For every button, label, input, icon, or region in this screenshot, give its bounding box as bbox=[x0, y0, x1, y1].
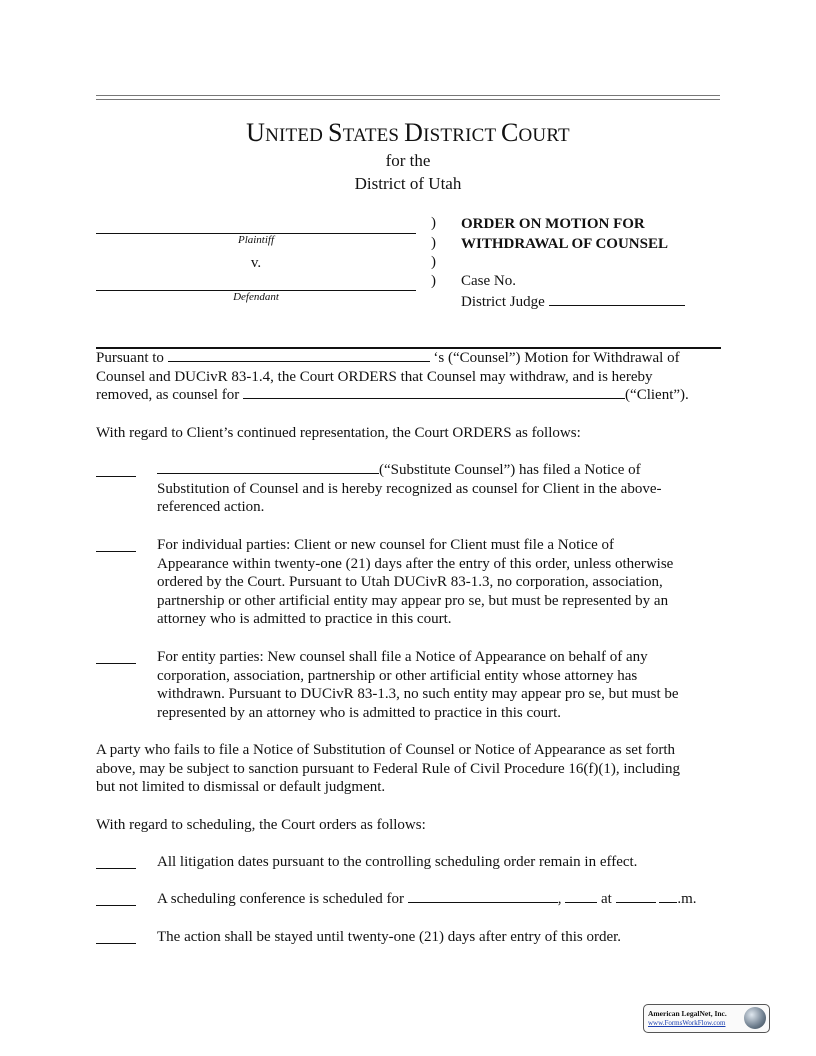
comma: , bbox=[557, 891, 562, 907]
option-individual-line: ordered by the Court. Pursuant to Utah DUCivR 83-1.3, no corporation, association, bbox=[157, 574, 663, 591]
option-individual-checkbox[interactable] bbox=[96, 537, 136, 552]
sched-remain: All litigation dates pursuant to the controlling scheduling order remain in effect. bbox=[157, 854, 638, 870]
sched-conference bbox=[157, 890, 722, 909]
motion-text: ‘s (“Counsel”) Motion for Withdrawal of bbox=[433, 350, 680, 366]
court-title-letter: U bbox=[246, 118, 266, 147]
court-title-letter: S bbox=[328, 118, 343, 147]
at-label: at bbox=[601, 891, 612, 907]
sched-stay-checkbox[interactable] bbox=[96, 929, 136, 944]
option-individual-line: attorney who is admitted to practice in this court. bbox=[157, 611, 452, 628]
district-judge-blank[interactable] bbox=[549, 293, 685, 306]
scheduling-intro: With regard to scheduling, the Court orders as follows: bbox=[96, 817, 426, 833]
case-number-label: Case No. bbox=[461, 273, 516, 289]
court-title-letter: C bbox=[500, 118, 519, 147]
option-substitute-checkbox[interactable] bbox=[96, 462, 136, 477]
option-substitute-line3: referenced action. bbox=[157, 499, 265, 516]
option-substitute bbox=[157, 461, 722, 517]
district-name: District of Utah bbox=[354, 174, 462, 193]
logo-company: American LegalNet, Inc. bbox=[648, 1009, 727, 1018]
client-label: (“Client”). bbox=[625, 387, 689, 403]
m-label: .m. bbox=[677, 891, 697, 907]
logo-url[interactable]: www.FormsWorkFlow.com bbox=[648, 1019, 726, 1027]
pursuant-line bbox=[96, 349, 721, 368]
sanction-line: but not limited to dismissal or default judgment. bbox=[96, 779, 386, 796]
order-title bbox=[461, 214, 668, 254]
option-substitute-text: (“Substitute Counsel”) has filed a Notice of bbox=[379, 462, 641, 478]
court-title-letter: D bbox=[404, 118, 424, 147]
court-title-word: OURT bbox=[518, 125, 570, 146]
district-judge-label: District Judge bbox=[461, 294, 545, 310]
caption-paren: ) bbox=[431, 273, 436, 289]
defendant-label: Defendant bbox=[233, 291, 279, 303]
caption-paren: ) bbox=[431, 235, 436, 251]
top-double-rule bbox=[96, 95, 720, 100]
option-substitute-line1 bbox=[157, 461, 722, 480]
sched-conference-label: A scheduling conference is scheduled for bbox=[157, 891, 404, 907]
option-individual-line: For individual parties: Client or new counsel for Client must file a Notice of bbox=[157, 537, 614, 553]
counsel-name-blank[interactable] bbox=[168, 349, 430, 362]
caption-paren: ) bbox=[431, 215, 436, 231]
option-entity-line: For entity parties: New counsel shall file a Notice of Appearance on behalf of any bbox=[157, 649, 648, 665]
option-individual bbox=[157, 536, 722, 629]
plaintiff-label: Plaintiff bbox=[237, 234, 275, 246]
american-legalnet-logo[interactable] bbox=[643, 1004, 770, 1033]
sanction-line: above, may be subject to sanction pursuant to Federal Rule of Civil Procedure 16(f)(1), including bbox=[96, 760, 681, 777]
option-entity-line: withdrawn. Pursuant to DUCivR 83-1.3, no such entity may appear pro se, but must be bbox=[157, 686, 679, 703]
option-entity bbox=[157, 648, 722, 722]
pursuant-label: Pursuant to bbox=[96, 350, 164, 366]
am-pm-blank[interactable] bbox=[659, 890, 677, 903]
option-individual-line: partnership or other artificial entity may appear pro se, but must be represented by an bbox=[157, 592, 669, 609]
client-name-blank[interactable] bbox=[243, 386, 625, 399]
option-individual-line: Appearance within twenty-one (21) days after the entry of this order, unless otherwise bbox=[157, 555, 674, 572]
court-title bbox=[0, 118, 816, 148]
order-title-line1: ORDER ON MOTION FOR bbox=[461, 216, 645, 232]
option-substitute-line2: Substitution of Counsel and is hereby recognized as counsel for Client in the above- bbox=[157, 480, 662, 497]
sched-stay: The action shall be stayed until twenty-one (21) days after entry of this order. bbox=[157, 929, 622, 945]
district-judge-row bbox=[461, 293, 685, 312]
court-title-word: NITED bbox=[265, 125, 329, 146]
court-title-word: ISTRICT bbox=[423, 125, 501, 146]
removed-label: removed, as counsel for bbox=[96, 387, 240, 403]
caption-paren: ) bbox=[431, 254, 436, 270]
globe-icon bbox=[744, 1007, 766, 1029]
body-line2: Counsel and DUCivR 83-1.4, the Court ORDERS that Counsel may withdraw, and is hereby bbox=[96, 369, 653, 385]
versus: v. bbox=[250, 255, 262, 271]
for-the: for the bbox=[385, 151, 431, 170]
removed-line bbox=[96, 386, 721, 405]
sanction-line: A party who fails to file a Notice of Substitution of Counsel or Notice of Appearance as set forth bbox=[96, 742, 676, 758]
representation-intro: With regard to Client’s continued representation, the Court ORDERS as follows: bbox=[96, 425, 581, 441]
court-title-word: TATES bbox=[342, 125, 405, 146]
sched-remain-checkbox[interactable] bbox=[96, 854, 136, 869]
conference-year-blank[interactable] bbox=[565, 890, 597, 903]
substitute-counsel-blank[interactable] bbox=[157, 461, 379, 474]
conference-date-blank[interactable] bbox=[408, 890, 558, 903]
option-entity-checkbox[interactable] bbox=[96, 649, 136, 664]
sanction-paragraph bbox=[96, 741, 721, 797]
sched-conference-checkbox[interactable] bbox=[96, 891, 136, 906]
conference-time-blank[interactable] bbox=[616, 890, 656, 903]
option-entity-line: represented by an attorney who is admitted to practice in this court. bbox=[157, 704, 562, 721]
order-title-line2: WITHDRAWAL OF COUNSEL bbox=[461, 236, 668, 252]
option-entity-line: corporation, association, partnership or other artificial entity whose attorney has bbox=[157, 667, 638, 684]
